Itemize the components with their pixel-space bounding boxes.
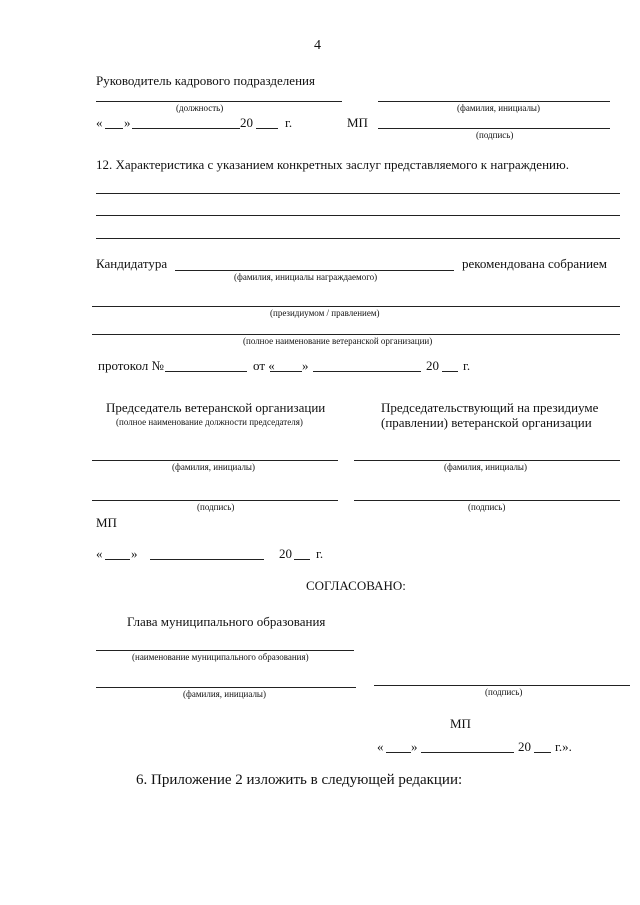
name-caption: (фамилия, инициалы)	[457, 103, 540, 113]
hr-head-title: Руководитель кадрового подразделения	[96, 73, 315, 88]
hr-month-line	[132, 128, 240, 129]
head-signature-line	[374, 685, 630, 686]
candidate-name-line	[175, 270, 454, 271]
hr-date-close: »	[124, 115, 131, 130]
municipality-line	[96, 650, 354, 651]
presidium-caption: (президиумом / правлением)	[270, 308, 380, 318]
protocol-year-prefix: 20	[426, 358, 439, 373]
stamp-year-prefix: 20	[279, 546, 292, 561]
organization-line	[92, 334, 620, 335]
presiding-signature-caption: (подпись)	[468, 502, 506, 512]
hr-year-line	[256, 128, 278, 129]
protocol-number-line	[165, 371, 247, 372]
protocol-year-line	[442, 371, 458, 372]
presidium-line	[92, 306, 620, 307]
hr-signature-caption: (подпись)	[476, 130, 514, 140]
stamp-month-line	[150, 559, 264, 560]
protocol-close-quote: »	[302, 358, 309, 373]
presiding-name-caption: (фамилия, инициалы)	[444, 462, 527, 472]
hr-mp: МП	[347, 115, 368, 130]
agreed-date-close: »	[411, 739, 418, 754]
name-line	[378, 101, 610, 102]
item12-text: 12. Характеристика с указанием конкретных заслуг представляемого к награждению.	[96, 157, 569, 172]
presiding-title-line1: Председательствующий на президиуме	[381, 400, 599, 415]
position-line	[96, 101, 342, 102]
agreed-day-line	[386, 752, 411, 753]
stamp-mp: МП	[96, 515, 117, 530]
protocol-day-line	[270, 371, 302, 372]
candidate-name-caption: (фамилия, инициалы награждаемого)	[234, 272, 378, 282]
stamp-date-close: »	[131, 546, 138, 561]
protocol-year-suffix: г.	[463, 358, 471, 373]
protocol-month-line	[313, 371, 421, 372]
head-signature-caption: (подпись)	[485, 687, 523, 697]
hr-year-prefix: 20	[240, 115, 253, 130]
agreed-year-prefix: 20	[518, 739, 531, 754]
chairman-name-caption: (фамилия, инициалы)	[172, 462, 255, 472]
presiding-signature-line	[354, 500, 620, 501]
agreed-year-suffix: г.».	[555, 739, 572, 754]
presiding-title-line2: (правлении) ветеранской организации	[381, 415, 592, 430]
position-caption: (должность)	[176, 103, 224, 113]
hr-day-line	[105, 128, 123, 129]
agreed-date-open: «	[377, 739, 384, 754]
protocol-label: протокол №	[98, 358, 164, 373]
presiding-name-line	[354, 460, 620, 461]
agreed-month-line	[421, 752, 514, 753]
page-number: 4	[314, 38, 321, 53]
agreed-title: СОГЛАСОВАНО:	[306, 578, 406, 593]
chairman-signature-line	[92, 500, 338, 501]
protocol-from-label: от «	[253, 358, 275, 373]
characteristic-line-1	[96, 193, 620, 194]
characteristic-line-3	[96, 238, 620, 239]
stamp-year-suffix: г.	[316, 546, 324, 561]
municipality-caption: (наименование муниципального образования)	[132, 652, 309, 662]
chairman-signature-caption: (подпись)	[197, 502, 235, 512]
hr-signature-line	[378, 128, 610, 129]
chairman-subtitle: (полное наименование должности председателя)	[116, 417, 303, 427]
agreed-year-line	[534, 752, 551, 753]
head-name-line	[96, 687, 356, 688]
agreed-mp: МП	[450, 716, 471, 731]
hr-year-suffix: г.	[285, 115, 293, 130]
municipal-head-title: Глава муниципального образования	[127, 614, 326, 629]
chairman-title: Председатель ветеранской организации	[106, 400, 326, 415]
candidacy-label: Кандидатура	[96, 256, 168, 271]
chairman-name-line	[92, 460, 338, 461]
stamp-date-open: «	[96, 546, 103, 561]
characteristic-line-2	[96, 215, 620, 216]
recommended-text: рекомендована собранием	[462, 256, 608, 271]
organization-caption: (полное наименование ветеранской организации)	[243, 336, 433, 346]
hr-date-open: «	[96, 115, 103, 130]
appendix-text: 6. Приложение 2 изложить в следующей редакции:	[136, 772, 463, 788]
stamp-year-line	[294, 559, 310, 560]
head-name-caption: (фамилия, инициалы)	[183, 689, 266, 699]
stamp-day-line	[105, 559, 130, 560]
